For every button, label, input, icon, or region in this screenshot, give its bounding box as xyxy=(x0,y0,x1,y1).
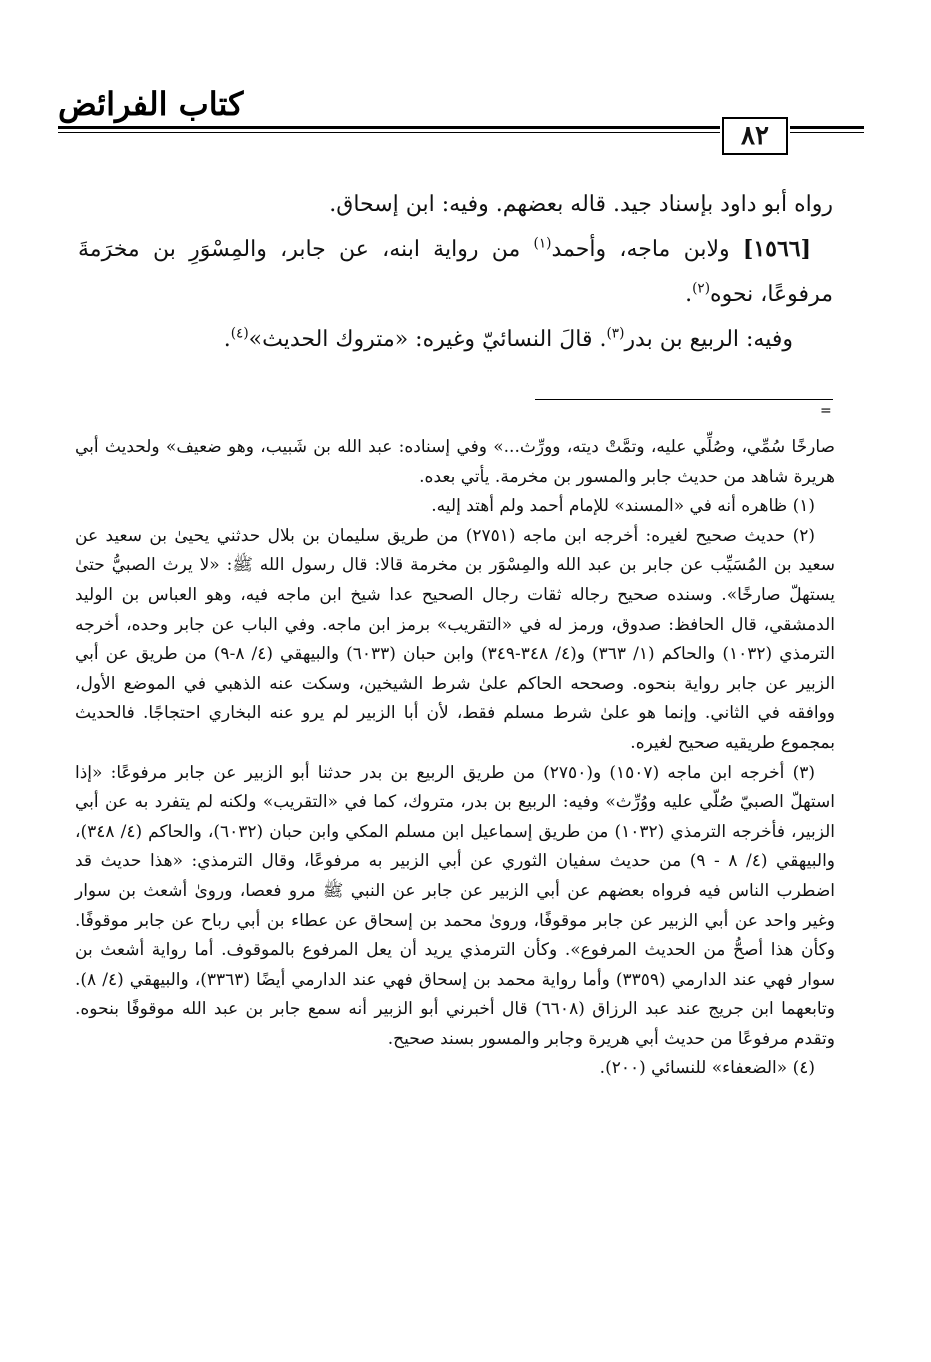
footnote-3: (٣) أخرجه ابن ماجه (١٥٠٧) و(٢٧٥٠) من طريق الربيع بن بدر حدثنا أبو الزبير عن جابر مرفوعًا: «إذا استهلّ الصبيّ صُلّي عليه ووُرِّث» وفيه: الربيع بن بدر، متروك، كما في «التقريب» ولكنه لم يتفرد به عن أبي الزبير، فأخرجه الترمذي (١٠٣٢) من طريق إسماعيل ابن مسلم المكي وابن حبان (٦٠٣٢)، والحاكم (٤/ ٣٤٨)، والبيهقي (٤/ ٨ - ٩) من حديث سفيان الثوري عن أبي الزبير به مرفوعًا، وقال الترمذي: «هذا حديث قد اضطرب الناس فيه فرواه بعضهم عن أبي الزبير عن جابر عن النبي ﷺ مرو فعصا، وروىٰ أشعث بن سوار وغير واحد عن أبي الزبير عن جابر موقوفًا، وروىٰ محمد بن إسحاق عن عطاء بن أبي رباح عن جابر موقوفًا. وكأن هذا أصحُّ من الحديث المرفوع». وكأن الترمذي يريد أن يعل المرفوع بالموقوف. أما رواية أشعث بن سوار فهي عند الدارمي (٣٣٥٩) وأما رواية محمد بن إسحاق فهي عند الدارمي أيضًا (٣٣٦٣)، والبيهقي (٤/ ٨). وتابعهما ابن جريج عند عبد الرزاق (٦٦٠٨) قال أخبرني أبو الزبير أنه سمع جابر بن عبد الله موقوفًا بنحوه. وتقدم مرفوعًا من حديث أبي هريرة وجابر والمسور بسند صحيح. xyxy=(75,762,836,1049)
book-title: كتاب الفرائض xyxy=(58,85,244,123)
footnote-1: (١) ظاهره أنه في «المسند» للإمام أحمد ولم أهتد إليه. xyxy=(431,496,815,517)
footnote-separator xyxy=(535,399,833,400)
main-paragraph-3 xyxy=(78,317,833,362)
footnote-ref-2[interactable]: (٢) xyxy=(692,280,711,297)
footnote-continuation: صارخًا سُمِّي، وصُلِّي عليه، وتمَّتْ ديته، وورِّث...» وفي إسناده: عبد الله بن شَبيب، وهو ضعيف» ولحديث أبي هريرة شاهد من حديث جابر والمسور بن مخرمة. يأتي بعده. xyxy=(75,437,835,487)
main-text-run: . قالَ النسائيّ وغيره: «متروك الحديث» xyxy=(248,327,607,352)
main-text-run: من رواية ابنه، عن جابر، والمِسْوَرِ بن مخرَمةَ مرفوعًا، نحوه xyxy=(78,237,833,307)
header-rule xyxy=(58,126,720,129)
main-paragraph-1: رواه أبو داود بإسناد جيد. قاله بعضهم. وفيه: ابن إسحاق. xyxy=(329,192,833,217)
footnote-4: (٤) «الضعفاء» للنسائي (٢٠٠). xyxy=(599,1058,815,1079)
main-text xyxy=(78,182,833,362)
hadith-number: [١٥٦٦] xyxy=(742,236,811,262)
header-rule-right-thin xyxy=(790,132,864,133)
footnote-ref-1[interactable]: (١) xyxy=(533,235,552,252)
main-paragraph-2 xyxy=(78,227,833,317)
footnote-ref-4[interactable]: (٤) xyxy=(230,325,249,342)
header-rule-right xyxy=(790,126,864,129)
page-header xyxy=(58,84,868,166)
footnote-ref-3[interactable]: (٣) xyxy=(606,325,625,342)
page-number: ٨٢ xyxy=(722,117,788,155)
footnote-continuation-marker: = xyxy=(820,403,832,419)
main-text-run: . xyxy=(685,282,693,307)
footnotes xyxy=(75,433,835,1084)
main-text-run: وفيه: الربيع بن بدر xyxy=(624,327,793,352)
main-text-run: . xyxy=(223,327,231,352)
header-rule-thin xyxy=(58,132,720,133)
footnote-2: (٢) حديث صحيح لغيره: أخرجه ابن ماجه (٢٧٥١) من طريق سليمان بن بلال حدثني يحيىٰ بن سعيد عن سعيد بن المُسَيِّب عن جابر بن عبد الله والمِسْوَر بن مخرمة قالا: قال رسول الله ﷺ: «لا يرث الصبيُّ حتىٰ يستهلّ صارخًا». وسنده صحيح رجاله ثقات رجال الصحيح عدا شيخ ابن ماجه فيه، وهو العباس بن الوليد الدمشقي، قال الحافظ: صدوق، ورمز له في «التقريب» برمز ابن ماجه. وفي الباب عن جابر وحده، أخرجه الترمذي (١٠٣٢) والحاكم (١/ ٣٦٣) و(٤/ ٣٤٨-٣٤٩) وابن حبان (٦٠٣٣) والبيهقي (٤/ ٨-٩) من طريق عن أبي الزبير عن جابر رواية بنحوه. وصححه الحاكم علىٰ شرط الشيخين، وسكت عنه الذهبي في الموضع الأول، ووافقه في الثاني. وإنما هو علىٰ شرط مسلم فقط، لأن أبا الزبير لم يرو عنه البخاري احتجاجًا. فالحديث بمجموع طريقيه صحيح لغيره. xyxy=(75,525,835,753)
main-text-run: ولابن ماجه، وأحمد xyxy=(551,237,743,262)
